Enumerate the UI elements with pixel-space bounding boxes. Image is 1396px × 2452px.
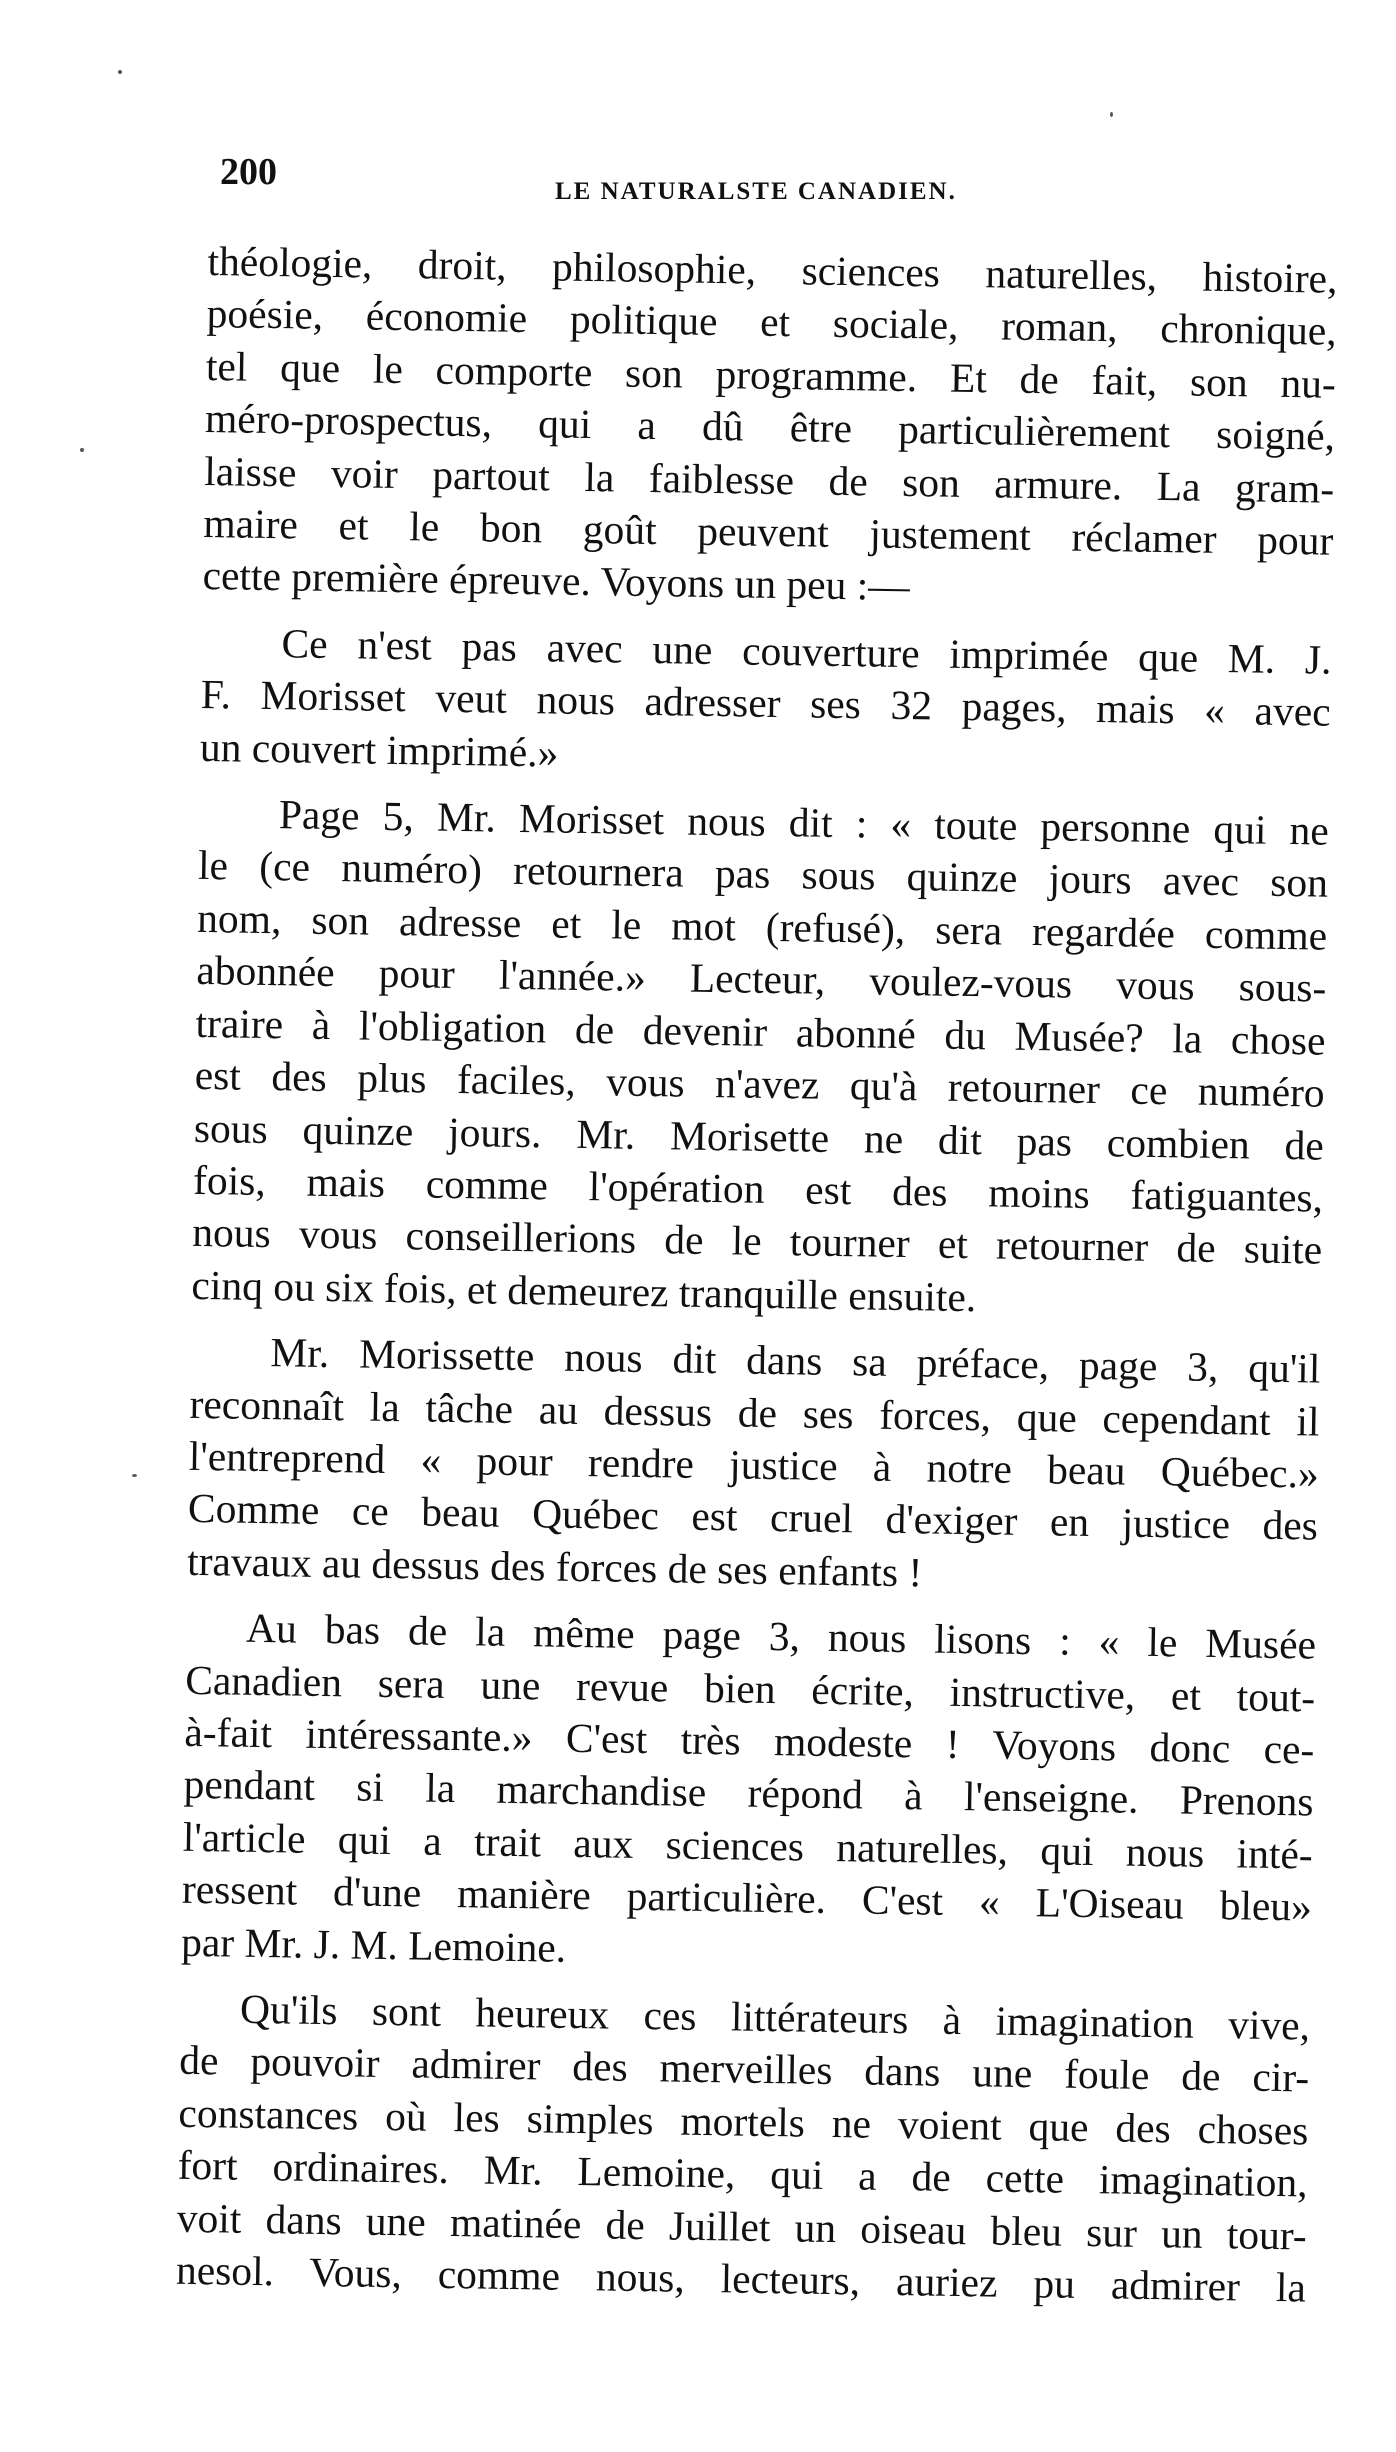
text-line: l'entreprend « pour rendre justice à notre beau Québec.» <box>188 1432 1320 1497</box>
text-line: tel que le comporte son programme. Et de fait, son nu- <box>205 342 1337 407</box>
text-line: ressent d'une manière particulière. C'est « L'Oiseau bleu» <box>181 1865 1313 1930</box>
paragraph <box>200 616 1332 791</box>
text-line: un couvert imprimé.» <box>199 723 559 776</box>
text-line: de pouvoir admirer des merveilles dans une foule de cir- <box>178 2037 1310 2101</box>
text-line: le (ce numéro) retournera pas sous quinze jours avec son <box>197 842 1329 907</box>
text-line: cinq ou six fois, et demeurez tranquille ensuite. <box>191 1261 977 1320</box>
scan-speck <box>1110 112 1113 117</box>
page-header <box>220 150 1350 210</box>
text-line: maire et le bon goût peuvent justement réclamer pour <box>203 499 1334 564</box>
text-line: méro-prospectus, qui a dû être particulièrement soigné, <box>204 395 1336 459</box>
text-line: Comme ce beau Québec est cruel d'exiger en justice des <box>187 1485 1319 1549</box>
running-head: LE NATURALSTE CANADIEN. <box>555 178 957 205</box>
scan-speck <box>80 448 84 452</box>
text-line: nom, son adresse et le mot (refusé), sera regardée comme <box>196 894 1328 959</box>
text-line: voit dans une matinée de Juillet un oiseau bleu sur un tour- <box>176 2194 1308 2259</box>
paragraph <box>181 1601 1317 1986</box>
text-line: Canadien sera une revue bien écrite, instructive, et tout- <box>184 1656 1316 1721</box>
paragraph <box>191 787 1329 1329</box>
scan-speck <box>132 1474 137 1477</box>
text-line: nous vous conseillerions de le tourner et retourner de suite <box>191 1209 1323 1273</box>
paragraph <box>187 1325 1321 1605</box>
paragraph <box>176 1982 1311 2314</box>
text-line: Ce n'est pas avec une couverture imprimée que M. J. <box>281 620 1332 683</box>
text-line: Qu'ils sont heureux ces littérateurs à imagination vive, <box>239 1985 1311 2049</box>
scan-speck <box>118 70 122 74</box>
text-line: fort ordinaires. Mr. Lemoine, qui a de cette imagination, <box>177 2141 1308 2206</box>
text-line: à-fait intéressante.» C'est très modeste ! Voyons donc ce- <box>184 1708 1315 1773</box>
text-line: reconnaît la tâche au dessus de ses forces, que cependant il <box>189 1380 1320 1445</box>
text-line: abonnée pour l'année.» Lecteur, voulez-vous vous sous- <box>196 947 1327 1011</box>
text-line: poésie, économie politique et sociale, roman, chronique, <box>206 290 1337 355</box>
text-line: constances où les simples mortels ne voient que des choses <box>178 2089 1309 2154</box>
text-line: F. Morisset veut nous adresser ses 32 pages, mais « avec <box>200 671 1332 735</box>
text-line: traire à l'obligation de devenir abonné du Musée? la chose <box>195 999 1326 1064</box>
text-line: sous quinze jours. Mr. Morisette ne dit pas combien de <box>193 1104 1325 1169</box>
text-line: laisse voir partout la faiblesse de son armure. La gram- <box>203 447 1335 512</box>
text-line: l'article qui a trait aux sciences naturelles, qui nous inté- <box>182 1813 1314 1878</box>
text-line: Mr. Morissette nous dit dans sa préface, page 3, qu'il <box>270 1329 1321 1392</box>
text-line: cette première épreuve. Voyons un peu :— <box>202 552 911 610</box>
text-line: nesol. Vous, comme nous, lecteurs, auriez pu admirer la <box>175 2246 1307 2311</box>
text-line: est des plus faciles, vous n'avez qu'à retourner ce numéro <box>194 1051 1326 1116</box>
text-line: par Mr. J. M. Lemoine. <box>180 1918 567 1971</box>
page-number: 200 <box>220 151 277 193</box>
text-line: Au bas de la même page 3, nous lisons : « le Musée <box>245 1604 1317 1668</box>
text-line: fois, mais comme l'opération est des moins fatiguantes, <box>192 1156 1324 1221</box>
text-line: pendant si la marchandise répond à l'enseigne. Prenons <box>183 1761 1314 1825</box>
text-line: théologie, droit, philosophie, sciences naturelles, histoire, <box>207 237 1338 302</box>
text-line: Page 5, Mr. Morisset nous dit : « toute personne qui ne <box>278 791 1330 854</box>
text-line: travaux au dessus des forces de ses enfants ! <box>186 1537 923 1596</box>
body-text <box>175 235 1337 2328</box>
paragraph <box>202 235 1338 620</box>
